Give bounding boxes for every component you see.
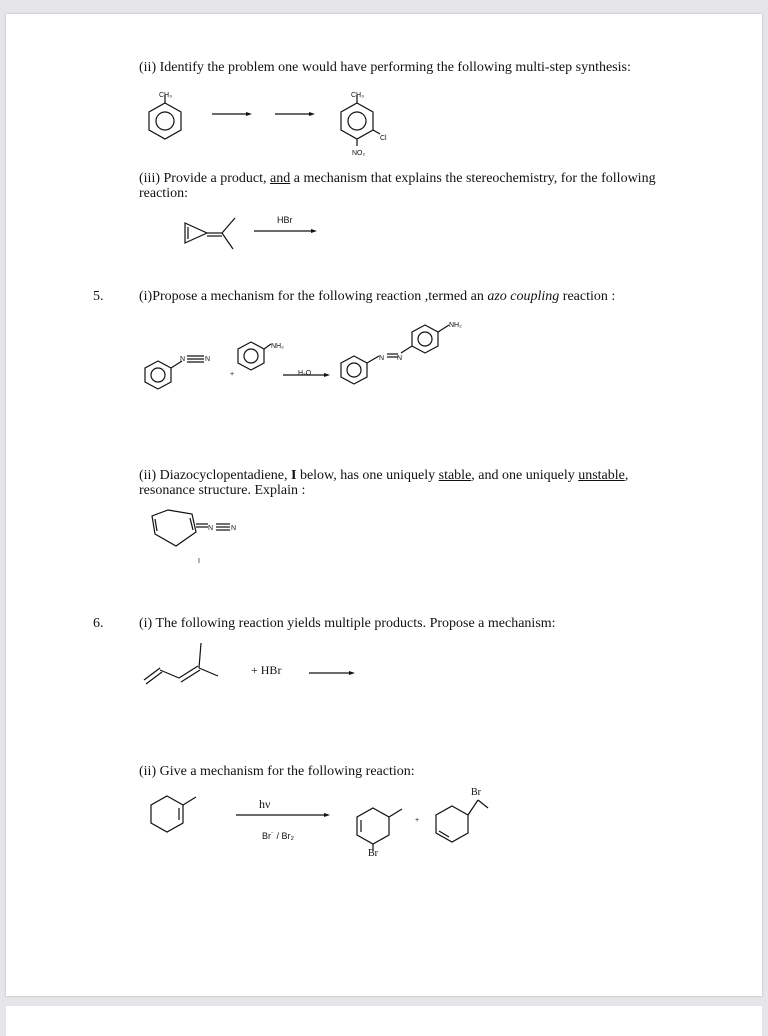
underlined-stable: stable: [438, 468, 472, 483]
plus-hbr-label: + HBr: [251, 663, 282, 677]
question-6-number: 6.: [93, 616, 104, 631]
hbr-reagent-label: HBr: [277, 215, 293, 225]
q5-ii-prompt-line1: (ii) Diazocyclopentadiene, I below, has one uniquely stable, and one uniquely unstable,: [139, 468, 629, 483]
compound-I-bold: I: [290, 468, 297, 483]
diazonium-n: N: [205, 356, 211, 363]
q4-iii-prompt-line2: reaction:: [139, 186, 188, 201]
q5-ii-prompt-line2: resonance structure. Explain :: [139, 483, 306, 498]
diazonium-n-plus: N: [180, 356, 186, 363]
q4-iii-prompt-line1: (iii) Provide a product, and a mechanism that explains the stereochemistry, for the following: [139, 171, 656, 186]
azo-coupling-term: azo coupling: [487, 289, 560, 304]
compound-I-label: I: [198, 558, 200, 565]
h2o-label: H₂O: [298, 370, 312, 377]
q4-ii-prompt: (ii) Identify the problem one would have performing the following multi-step synthesis:: [139, 60, 631, 75]
question-5-number: 5.: [93, 289, 104, 304]
product-no2-label: NO₂: [352, 150, 366, 157]
products-plus-sign: +: [415, 817, 420, 824]
underlined-unstable: unstable: [578, 468, 625, 483]
bromo-product-2-structure: [436, 800, 488, 842]
q6-ii-prompt: (ii) Give a mechanism for the following reaction:: [139, 764, 415, 779]
product-nh2-label: NH₂: [449, 322, 462, 329]
br-radical-reagent-label: Br˙ / Br₂: [262, 831, 294, 841]
product-ch3-label: CH₃: [351, 92, 364, 99]
product-1-br-label: Br: [368, 848, 378, 859]
q5-i-prompt: (i)Propose a mechanism for the following reaction ,termed an azo coupling reaction :: [139, 289, 616, 304]
diazo-n-minus: N: [231, 525, 237, 532]
underlined-and: and: [270, 171, 291, 186]
toluene-ch3-label: CH₃: [159, 92, 172, 99]
bromo-product-1-structure: [357, 808, 402, 851]
methylcyclohexene-structure: [151, 796, 196, 832]
azo-n-right: N: [397, 355, 403, 362]
q6-i-prompt: (i) The following reaction yields multiple products. Propose a mechanism:: [139, 616, 556, 631]
hv-label: hν: [259, 797, 271, 811]
product-2-br-label: Br: [471, 787, 481, 798]
reactant-plus-sign: +: [230, 371, 235, 378]
hv-reaction-arrow: [236, 813, 330, 817]
product-cl-label: Cl: [380, 135, 387, 142]
aniline-nh2-label: NH₂: [271, 343, 284, 350]
diazo-n-plus: N: [208, 525, 214, 532]
azo-n-left: N: [379, 355, 385, 362]
